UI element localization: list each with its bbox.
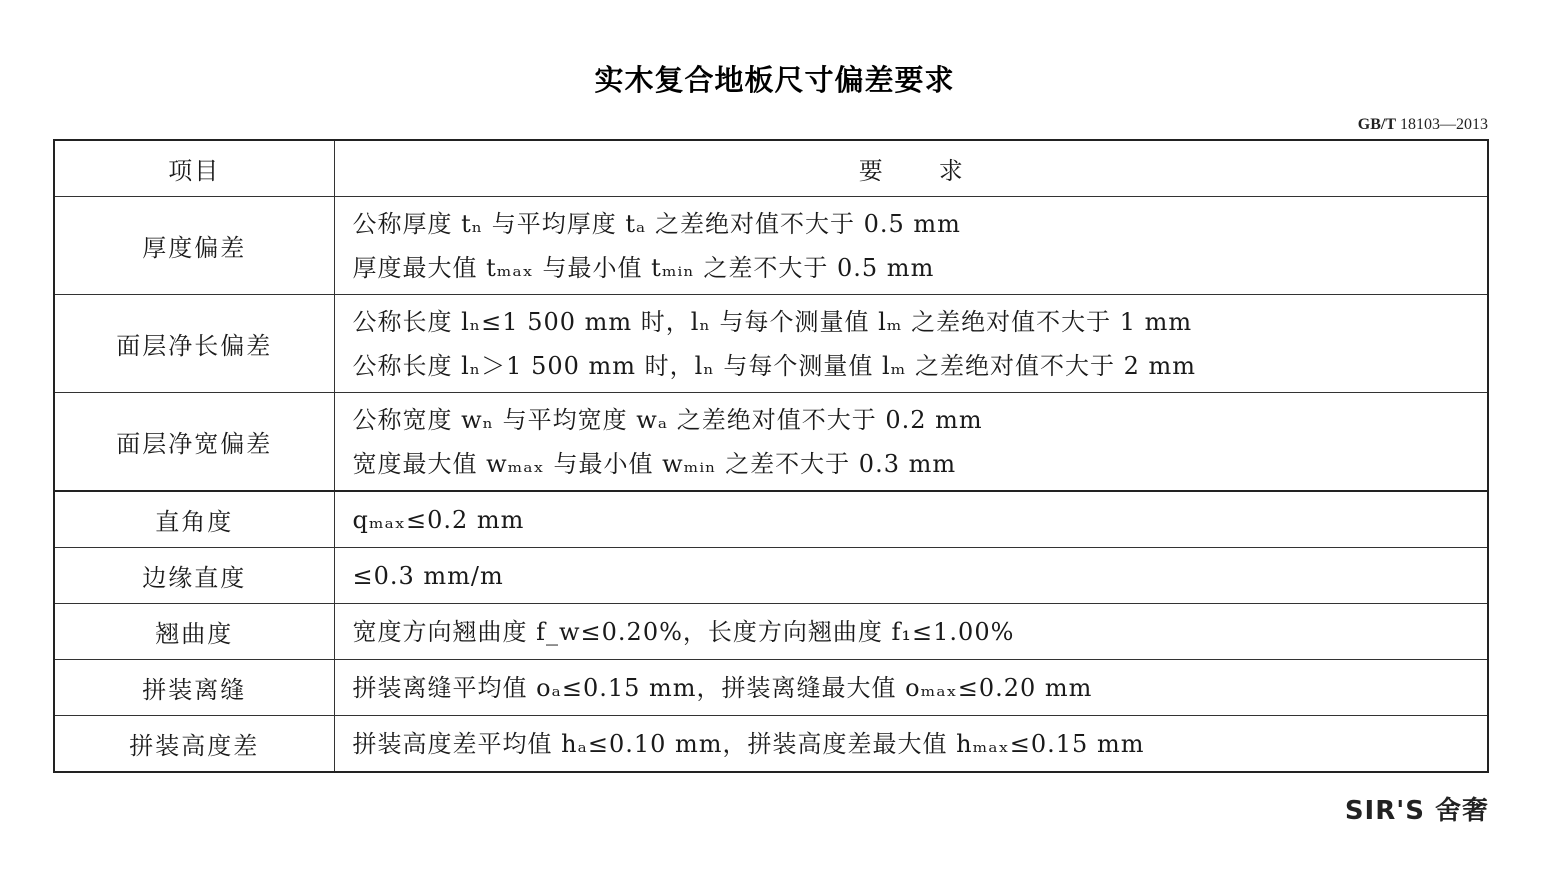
page-title: 实木复合地板尺寸偏差要求: [594, 63, 955, 97]
row-requirement: [334, 660, 1488, 716]
row-item: 厚度偏差: [54, 197, 334, 295]
row-requirement: [334, 548, 1488, 604]
table-row: [54, 295, 1488, 393]
header-requirement-2: 求: [938, 157, 963, 185]
standard-number: [1358, 116, 1488, 134]
table-row: [54, 393, 1488, 492]
row-item: 面层净长偏差: [54, 295, 334, 393]
row-requirement: [334, 716, 1488, 773]
row-requirement: [334, 197, 1488, 295]
table-row: [54, 604, 1488, 660]
row-requirement: [334, 604, 1488, 660]
header-requirement-1: 要: [858, 157, 883, 185]
row-item: 面层净宽偏差: [54, 393, 334, 492]
row-item: 直角度: [54, 491, 334, 548]
table-row: [54, 197, 1488, 295]
header-requirement: [334, 140, 1488, 197]
requirement-line: 厚度最大值 tₘₐₓ 与最小值 tₘᵢₙ 之差不大于 0.5 mm: [352, 253, 935, 282]
requirement-line: 宽度方向翘曲度 f_w≤0.20%，长度方向翘曲度 f₁≤1.00%: [352, 617, 1015, 646]
requirement-line: qₘₐₓ≤0.2 mm: [352, 505, 525, 534]
table-row: [54, 660, 1488, 716]
requirement-line: 拼装高度差平均值 hₐ≤0.10 mm，拼装高度差最大值 hₘₐₓ≤0.15 mm: [352, 729, 1145, 758]
table-row: [54, 491, 1488, 548]
requirement-line: 公称宽度 wₙ 与平均宽度 wₐ 之差绝对值不大于 0.2 mm: [352, 405, 983, 434]
row-item: 边缘直度: [54, 548, 334, 604]
standard-code: GB/T: [1357, 116, 1396, 133]
table-header-row: [54, 140, 1488, 197]
requirement-line: 宽度最大值 wₘₐₓ 与最小值 wₘᵢₙ 之差不大于 0.3 mm: [352, 449, 957, 478]
row-requirement: [334, 393, 1488, 492]
row-item: 拼装高度差: [54, 716, 334, 773]
requirement-line: 公称厚度 tₙ 与平均厚度 tₐ 之差绝对值不大于 0.5 mm: [352, 209, 961, 238]
standard-year: 18103—2013: [1400, 116, 1488, 133]
row-requirement: [334, 295, 1488, 393]
table-row: [54, 548, 1488, 604]
header-item: 项目: [54, 140, 334, 197]
requirement-line: 拼装离缝平均值 oₐ≤0.15 mm，拼装离缝最大值 oₘₐₓ≤0.20 mm: [352, 673, 1093, 702]
brand-logo: SIR'S 舍奢: [1344, 796, 1489, 826]
requirement-line: 公称长度 lₙ≤1 500 mm 时，lₙ 与每个测量值 lₘ 之差绝对值不大于 1 mm: [352, 307, 1193, 336]
dimension-deviation-table: [53, 139, 1489, 773]
requirement-line: 公称长度 lₙ＞1 500 mm 时，lₙ 与每个测量值 lₘ 之差绝对值不大于 2 mm: [352, 351, 1197, 380]
row-requirement: [334, 491, 1488, 548]
table-row: [54, 716, 1488, 773]
row-item: 拼装离缝: [54, 660, 334, 716]
requirement-line: ≤0.3 mm/m: [352, 561, 504, 590]
row-item: 翘曲度: [54, 604, 334, 660]
